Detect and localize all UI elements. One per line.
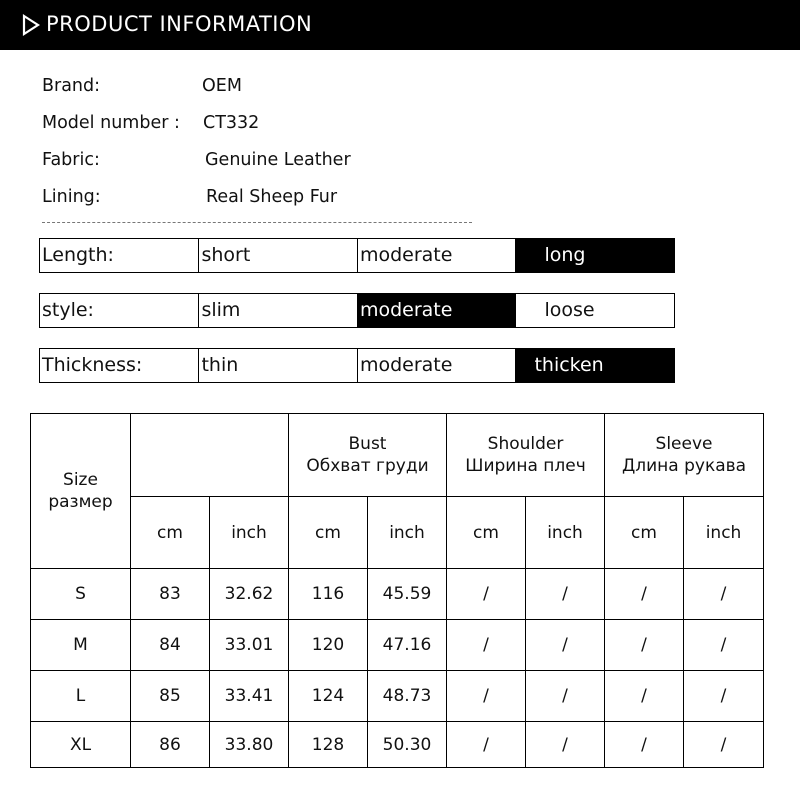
table-header-row <box>31 414 764 497</box>
group-header-sleeve <box>605 414 764 497</box>
scale-option: short <box>198 239 356 272</box>
scale-option: loose <box>515 294 674 327</box>
scale-label: Length: <box>42 244 114 266</box>
scale-option: thin <box>198 349 356 382</box>
info-value: OEM <box>202 76 242 96</box>
info-value: Real Sheep Fur <box>206 187 338 207</box>
table-cell: / <box>684 671 764 722</box>
unit-cell: inch <box>368 497 447 569</box>
size-cell: L <box>31 671 131 722</box>
table-cell: / <box>447 620 526 671</box>
table-cell: 84 <box>131 620 210 671</box>
size-header: Size <box>63 470 98 490</box>
group-header-ru: Длина рукава <box>621 456 747 476</box>
group-header-shoulder <box>447 414 605 497</box>
table-cell: / <box>605 671 684 722</box>
table-cell: / <box>605 569 684 620</box>
table-row <box>31 620 764 671</box>
size-header-cell <box>31 414 131 569</box>
table-cell: / <box>447 671 526 722</box>
scale-option: moderate <box>357 349 515 382</box>
table-cell: / <box>684 620 764 671</box>
unit-cell: cm <box>289 497 368 569</box>
table-cell: / <box>684 722 764 768</box>
table-cell: 45.59 <box>368 569 447 620</box>
dashed-divider <box>42 222 472 223</box>
info-label: Brand: <box>42 76 101 96</box>
table-cell: 86 <box>131 722 210 768</box>
table-row <box>31 671 764 722</box>
section-header <box>0 0 800 50</box>
table-row <box>31 569 764 620</box>
info-label: Lining: <box>42 187 101 207</box>
unit-cell: inch <box>526 497 605 569</box>
group-header-bust <box>289 414 447 497</box>
size-cell: XL <box>31 722 131 768</box>
table-row <box>31 722 764 768</box>
table-cell: / <box>526 569 605 620</box>
table-cell: / <box>526 722 605 768</box>
table-cell: 33.01 <box>210 620 289 671</box>
table-cell: / <box>526 620 605 671</box>
scale-label: Thickness: <box>42 354 143 376</box>
unit-header-row <box>31 497 764 569</box>
unit-cell: inch <box>210 497 289 569</box>
table-cell: / <box>447 722 526 768</box>
scale-option-selected: long <box>515 239 674 272</box>
table-cell: / <box>605 620 684 671</box>
group-header-ru: Ширина плеч <box>465 456 586 476</box>
table-cell: 116 <box>289 569 368 620</box>
scale-option-selected: moderate <box>357 294 515 327</box>
unit-cell: cm <box>131 497 210 569</box>
scale-style <box>39 293 675 328</box>
size-table <box>30 413 764 768</box>
table-cell: 47.16 <box>368 620 447 671</box>
table-cell: 83 <box>131 569 210 620</box>
table-cell: 124 <box>289 671 368 722</box>
group-header-en: Bust <box>348 434 387 454</box>
scale-option-selected: thicken <box>515 349 674 382</box>
group-header-ru: Обхват груди <box>306 456 429 476</box>
info-label: Fabric: <box>42 150 100 170</box>
group-header-en: Sleeve <box>655 434 713 454</box>
info-value: CT332 <box>203 113 260 133</box>
size-header-ru: размер <box>48 492 113 512</box>
size-cell: M <box>31 620 131 671</box>
table-cell: 48.73 <box>368 671 447 722</box>
unit-cell: cm <box>447 497 526 569</box>
table-cell: 32.62 <box>210 569 289 620</box>
unit-cell: cm <box>605 497 684 569</box>
group-header-blank <box>131 414 289 497</box>
section-title: PRODUCT INFORMATION <box>46 12 313 36</box>
info-label: Model number : <box>42 113 180 133</box>
table-cell: / <box>605 722 684 768</box>
info-value: Genuine Leather <box>205 150 351 170</box>
table-cell: / <box>684 569 764 620</box>
table-cell: 120 <box>289 620 368 671</box>
scale-option: slim <box>198 294 356 327</box>
unit-cell: inch <box>684 497 764 569</box>
table-cell: 33.80 <box>210 722 289 768</box>
table-cell: / <box>526 671 605 722</box>
group-header-en: Shoulder <box>487 434 564 454</box>
scale-length <box>39 238 675 273</box>
table-cell: 33.41 <box>210 671 289 722</box>
scale-label: style: <box>42 299 94 321</box>
scale-option: moderate <box>357 239 515 272</box>
table-cell: 128 <box>289 722 368 768</box>
table-cell: / <box>447 569 526 620</box>
table-cell: 50.30 <box>368 722 447 768</box>
scale-thickness <box>39 348 675 383</box>
size-cell: S <box>31 569 131 620</box>
play-triangle-icon <box>22 14 40 36</box>
table-cell: 85 <box>131 671 210 722</box>
